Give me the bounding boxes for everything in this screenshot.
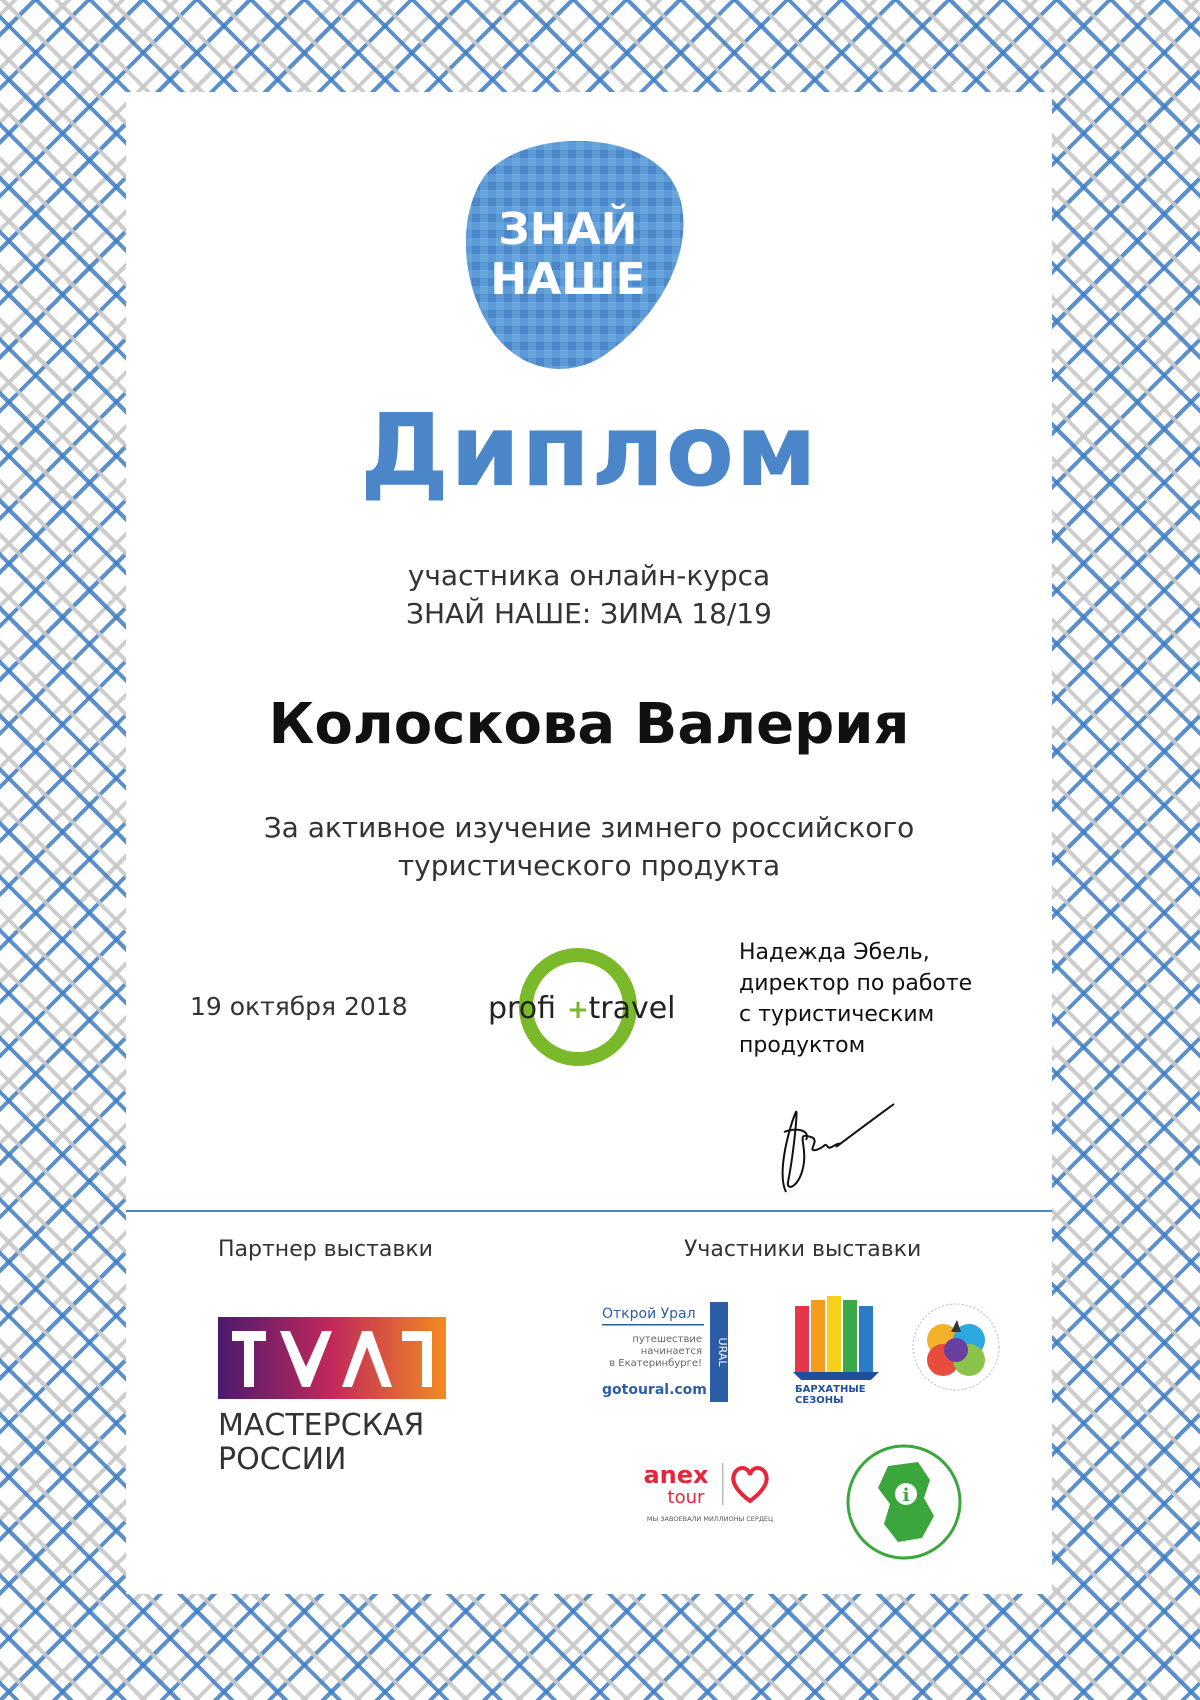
anex-tagline: МЫ ЗАВОЕВАЛИ МИЛЛИОНЫ СЕРДЕЦ <box>646 1515 774 1523</box>
regional-tourism-logo <box>911 1302 1001 1392</box>
profi-travel-logo <box>478 942 678 1072</box>
course-subtitle <box>126 557 1052 633</box>
partner-logo-line1: МАСТЕРСКАЯ <box>218 1408 425 1443</box>
anex-word: anex <box>643 1461 709 1489</box>
signer-block <box>739 937 1039 1061</box>
recipient-name: Колоскова Валерия <box>268 692 910 757</box>
diploma-title: Диплом <box>360 392 818 509</box>
ural-side: URAL <box>716 1337 729 1367</box>
participants-label: Участники выставки <box>684 1237 922 1262</box>
partner-label: Партнер выставки <box>218 1237 433 1262</box>
otkroy-ural-logo <box>602 1302 752 1412</box>
info-glyph: i <box>902 1485 910 1506</box>
signer-line2: директор по работе <box>739 971 973 996</box>
ural-tagline2: начинается <box>640 1346 702 1357</box>
logo-line1: ЗНАЙ <box>498 204 638 255</box>
ural-site: gotoural.com <box>602 1382 707 1398</box>
logo-line2: НАШЕ <box>490 254 646 305</box>
reason-line1: За активное изучение зимнего российского <box>263 811 915 844</box>
signer-line4: продуктом <box>739 1033 866 1058</box>
barhat-line1: БАРХАТНЫЕ <box>795 1384 866 1395</box>
reason-line2: туристического продукта <box>397 849 781 882</box>
profi-word: profi <box>488 991 556 1026</box>
footer-divider <box>126 1210 1052 1212</box>
signature <box>766 1092 896 1202</box>
barhatnye-sezony-logo <box>791 1292 891 1404</box>
subtitle-line1: участника онлайн-курса <box>407 559 771 592</box>
issue-date: 19 октября 2018 <box>190 992 408 1021</box>
diploma-sheet <box>126 92 1052 1594</box>
anex-tour-logo <box>630 1457 800 1527</box>
partner-logo-line2: РОССИИ <box>218 1442 347 1477</box>
znay-nashe-logo <box>456 134 686 374</box>
subtitle-line2: ЗНАЙ НАШЕ: ЗИМА 18/19 <box>406 597 772 630</box>
masterskaya-rossii-logo <box>218 1317 448 1477</box>
award-reason <box>126 809 1052 885</box>
ural-tagline3: в Екатеринбурге! <box>609 1358 702 1369</box>
travel-word: travel <box>588 991 676 1026</box>
barhat-line2: СЕЗОНЫ <box>795 1395 844 1404</box>
tourist-info-logo <box>844 1442 964 1562</box>
ural-title: Открой Урал <box>602 1306 696 1322</box>
ural-tagline1: путешествие <box>632 1334 702 1345</box>
profi-plus: + <box>567 995 589 1025</box>
tour-word: tour <box>667 1487 705 1508</box>
signer-line1: Надежда Эбель, <box>739 940 930 965</box>
signer-line3: с туристическим <box>739 1002 935 1027</box>
